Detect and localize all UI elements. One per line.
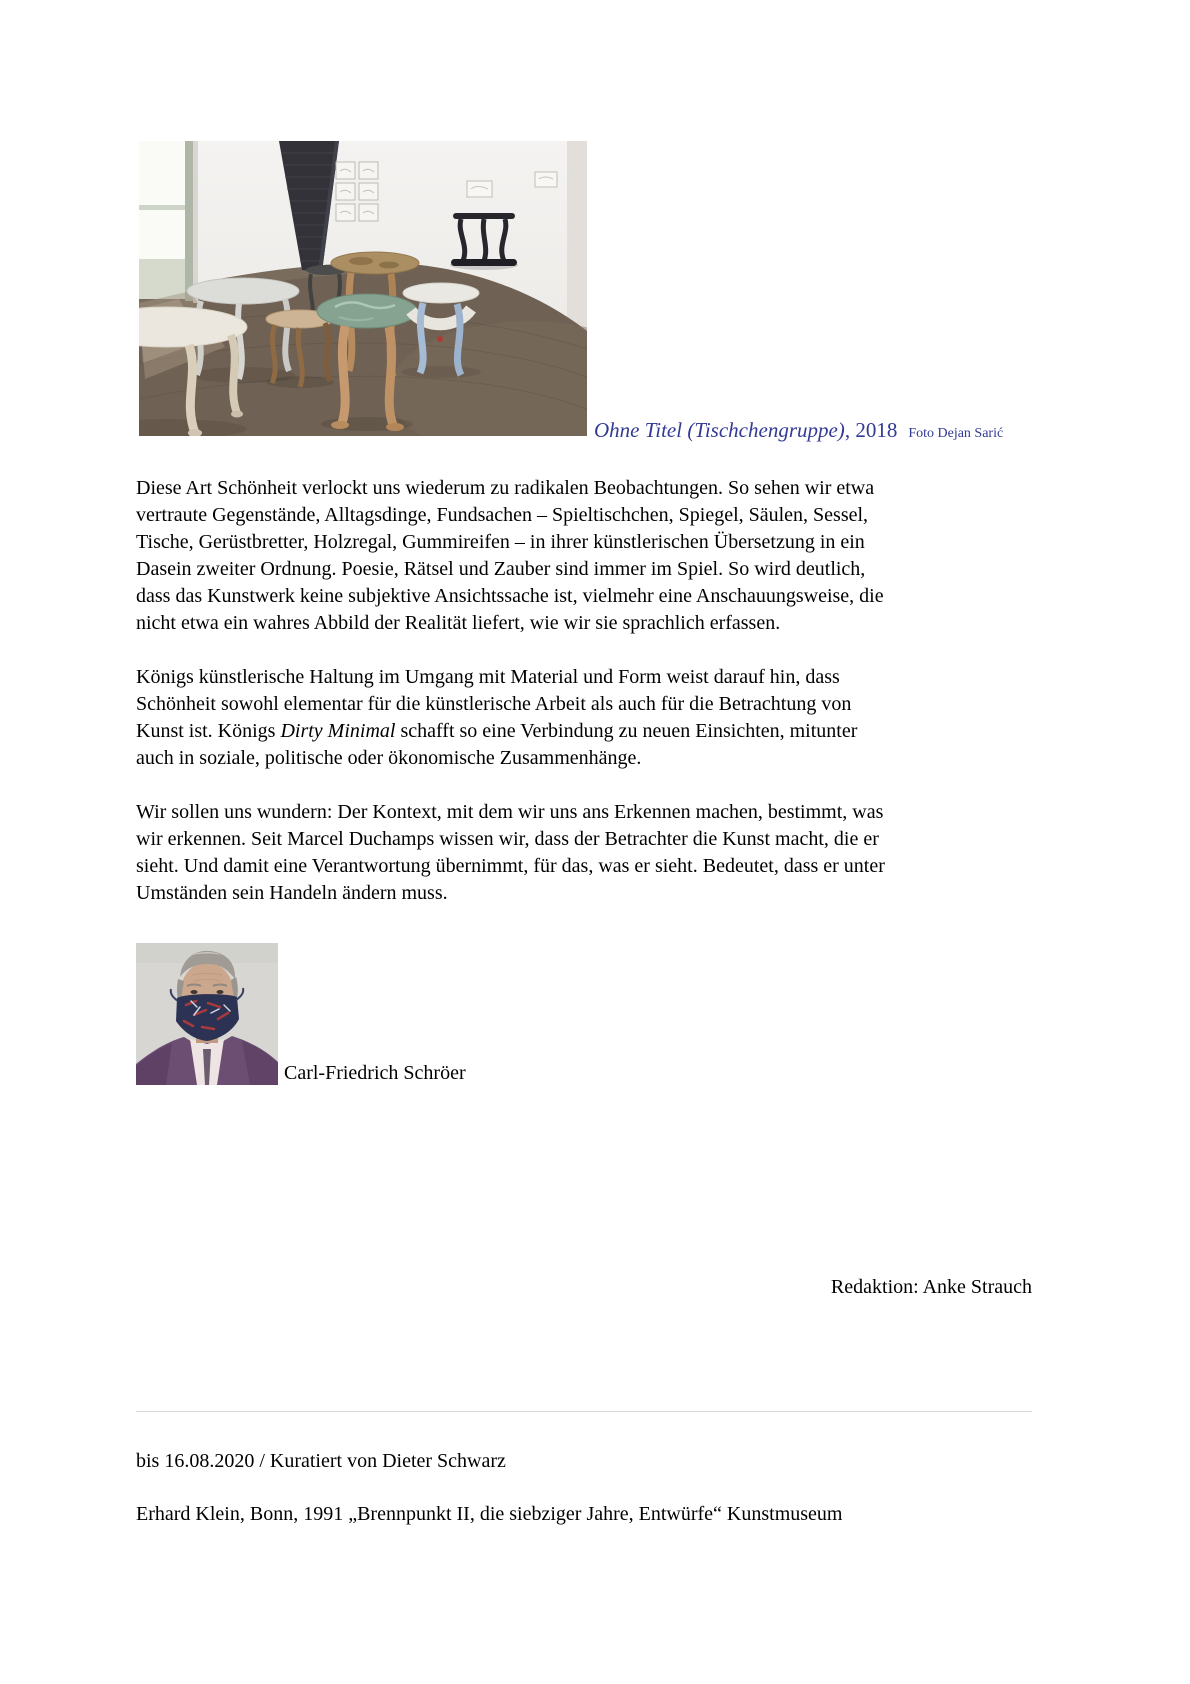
section-divider: [136, 1411, 1032, 1412]
window: [139, 141, 198, 303]
text-line: Königs künstlerische Haltung im Umgang mit Material und Form weist darauf hin, dass: [136, 666, 840, 688]
text-line: Wir sollen uns wundern: Der Kontext, mit dem wir uns ans Erkennen machen, bestimmt, was: [136, 801, 884, 823]
body-paragraph-3: [136, 799, 1036, 907]
text-line: [136, 718, 1036, 745]
exhibition-photo: [139, 141, 587, 436]
text-line: auch in soziale, politische oder ökonomische Zusammenhänge.: [136, 747, 642, 769]
text-line: sieht. Und damit eine Verantwortung übernimmt, für das, was er sieht. Bedeutet, dass er unter: [136, 855, 885, 877]
exhibition-history-item: Erhard Klein, Bonn, 1991 „Brennpunkt II, die siebziger Jahre, Entwürfe“ Kunstmuseum: [136, 1503, 843, 1525]
author-portrait-photo: [136, 943, 278, 1085]
text-line: nicht etwa ein wahres Abbild der Realität liefert, wie wir sie sprachlich erfassen.: [136, 612, 781, 634]
work-title-italic: Dirty Minimal: [280, 720, 396, 742]
body-paragraph-1: [136, 475, 1036, 637]
caption-artwork-title: Ohne Titel (Tischchengruppe): [594, 418, 845, 442]
text-line: Tische, Gerüstbretter, Holzregal, Gummireifen – in ihrer künstlerischen Übersetzung in ein: [136, 531, 865, 553]
text-line: dass das Kunstwerk keine subjektive Ansichtssache ist, vielmehr eine Anschauungsweise, die: [136, 585, 884, 607]
body-paragraph-2: [136, 664, 1036, 772]
text-segment: schafft so eine Verbindung zu neuen Einsichten, mitunter: [395, 720, 858, 742]
caption-year: , 2018: [844, 418, 898, 442]
text-line: vertraute Gegenstände, Alltagsdinge, Fundsachen – Spieltischchen, Spiegel, Säulen, Sessel,: [136, 504, 869, 526]
text-line: Schönheit sowohl elementar für die künstlerische Arbeit als auch für die Betrachtung von: [136, 693, 852, 715]
author-row: [136, 943, 466, 1085]
text-line: wir erkennen. Seit Marcel Duchamps wissen wir, dass der Betrachter die Kunst macht, die er: [136, 828, 879, 850]
image-caption: [594, 418, 1003, 443]
author-name: Carl-Friedrich Schröer: [284, 1062, 466, 1084]
exhibition-dates-curator: bis 16.08.2020 / Kuratiert von Dieter Schwarz: [136, 1450, 506, 1472]
text-line: Dasein zweiter Ordnung. Poesie, Rätsel und Zauber sind immer im Spiel. So wird deutlich,: [136, 558, 866, 580]
text-segment: Kunst ist. Königs: [136, 720, 281, 742]
text-line: Diese Art Schönheit verlockt uns wiederum zu radikalen Beobachtungen. So sehen wir etwa: [136, 477, 875, 499]
text-line: Umständen sein Handeln ändern muss.: [136, 882, 448, 904]
redaktion-credit: Redaktion: Anke Strauch: [830, 1276, 1032, 1298]
caption-photo-credit: Foto Dejan Sarić: [908, 426, 1004, 441]
hero-row: [139, 141, 1004, 442]
